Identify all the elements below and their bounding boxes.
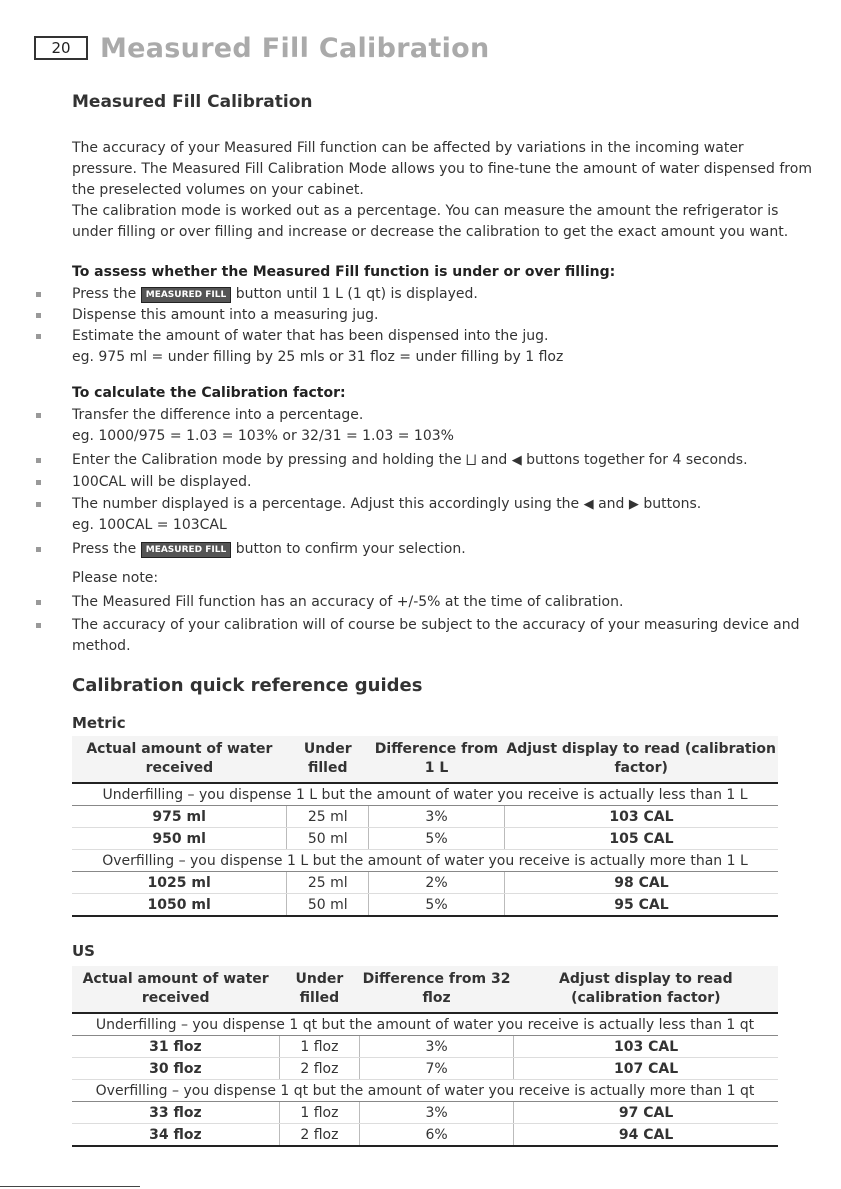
note-1: The Measured Fill function has an accuracy of +/-5% at the time of calibration. (72, 592, 812, 613)
col-header: Actual amount of water received (72, 966, 279, 1013)
calc-step-5 (72, 539, 812, 560)
table-cell: 7% (360, 1058, 514, 1080)
col-header: Difference from 1 L (369, 736, 505, 783)
table-cell: 97 CAL (514, 1102, 778, 1124)
calc-step-2-pre: Enter the Calibration mode by pressing and holding the (72, 452, 462, 468)
note-label: Please note: (72, 570, 159, 586)
table-row (72, 872, 778, 894)
calc-step-4-pre: The number displayed is a percentage. Adjust this accordingly using the (72, 496, 580, 512)
calc-heading: To calculate the Calibration factor: (72, 385, 346, 401)
table-cell: 950 ml (72, 828, 287, 850)
assess-step-1 (72, 284, 812, 305)
calc-example-1: eg. 1000/975 = 1.03 = 103% or 32/31 = 1.03 = 103% (72, 428, 454, 444)
table-row (72, 806, 778, 828)
table-cell: 3% (360, 1036, 514, 1058)
calc-step-2-mid: and (480, 452, 508, 468)
table-cell: 50 ml (287, 828, 369, 850)
right-arrow-icon: ▶ (628, 497, 639, 512)
table-cell: 6% (360, 1124, 514, 1147)
table-cell: 5% (369, 828, 505, 850)
table-row (72, 894, 778, 917)
table-cell: 25 ml (287, 872, 369, 894)
table-cell: 1 floz (279, 1036, 359, 1058)
assess-step-2: Dispense this amount into a measuring jug. (72, 305, 812, 326)
assess-step-1-post: button until 1 L (1 qt) is displayed. (235, 286, 478, 302)
table-cell: 95 CAL (504, 894, 778, 917)
table-cell: 5% (369, 894, 505, 917)
measured-fill-button-label: MEASURED FILL (141, 287, 232, 303)
table-cell: 975 ml (72, 806, 287, 828)
calc-step-5-post: button to confirm your selection. (235, 541, 466, 557)
us-label: US (72, 942, 95, 960)
col-header: Adjust display to read (calibration factor) (504, 736, 778, 783)
metric-label: Metric (72, 714, 126, 732)
assess-step-3: Estimate the amount of water that has been dispensed into the jug. (72, 326, 812, 347)
assess-example: eg. 975 ml = under filling by 25 mls or 31 floz = under filling by 1 floz (72, 349, 564, 365)
underfilling-note: Underfilling – you dispense 1 qt but the amount of water you receive is actually less than 1 qt (72, 1013, 778, 1036)
table-cell: 34 floz (72, 1124, 279, 1147)
overfilling-note: Overfilling – you dispense 1 L but the amount of water you receive is actually more than 1 L (72, 850, 778, 872)
col-header: Difference from 32 floz (360, 966, 514, 1013)
calc-step-5-pre: Press the (72, 541, 137, 557)
table-cell: 33 floz (72, 1102, 279, 1124)
table-cell: 1025 ml (72, 872, 287, 894)
calc-step-4-mid: and (598, 496, 625, 512)
calc-step-4 (72, 494, 812, 515)
intro-paragraph-2: The calibration mode is worked out as a percentage. You can measure the amount the refrigerator is under filling or over filling and increase or decrease the calibration to get the exact amount you want. (72, 203, 789, 240)
table-cell: 50 ml (287, 894, 369, 917)
assess-heading: To assess whether the Measured Fill function is under or over filling: (72, 264, 616, 280)
table-cell: 98 CAL (504, 872, 778, 894)
calc-step-3: 100CAL will be displayed. (72, 472, 812, 493)
calc-example-2: eg. 100CAL = 103CAL (72, 517, 227, 533)
overfilling-note: Overfilling – you dispense 1 qt but the amount of water you receive is actually more than 1 qt (72, 1080, 778, 1102)
col-header: Adjust display to read (calibration factor) (514, 966, 778, 1013)
left-arrow-icon: ◀ (583, 497, 594, 512)
table-cell: 3% (360, 1102, 514, 1124)
quick-ref-title: Calibration quick reference guides (72, 675, 423, 696)
table-cell: 103 CAL (504, 806, 778, 828)
page-header (34, 30, 490, 66)
header-title: Measured Fill Calibration (100, 32, 490, 64)
metric-table (72, 736, 778, 917)
table-cell: 31 floz (72, 1036, 279, 1058)
table-cell: 3% (369, 806, 505, 828)
us-table (72, 966, 778, 1147)
left-arrow-icon: ◀ (511, 453, 522, 468)
table-cell: 105 CAL (504, 828, 778, 850)
measured-fill-button-label: MEASURED FILL (141, 542, 232, 558)
table-cell: 103 CAL (514, 1036, 778, 1058)
table-cell: 30 floz (72, 1058, 279, 1080)
assess-step-1-pre: Press the (72, 286, 137, 302)
table-cell: 2 floz (279, 1058, 359, 1080)
table-row (72, 1058, 778, 1080)
water-dispense-icon: ⨆ (466, 453, 477, 468)
table-cell: 107 CAL (514, 1058, 778, 1080)
table-row (72, 828, 778, 850)
calc-step-4-post: buttons. (643, 496, 702, 512)
table-cell: 94 CAL (514, 1124, 778, 1147)
table-cell: 1 floz (279, 1102, 359, 1124)
intro-paragraph-1: The accuracy of your Measured Fill function can be affected by variations in the incoming water pressure. The Measured Fill Calibration Mode allows you to fine-tune the amount of water dispensed from the preselected volumes on your cabinet. (72, 140, 812, 198)
footer-rule (0, 1186, 140, 1187)
underfilling-note: Underfilling – you dispense 1 L but the amount of water you receive is actually less than 1 L (72, 783, 778, 806)
table-row (72, 1102, 778, 1124)
calc-step-1: Transfer the difference into a percentage. (72, 405, 812, 426)
table-row (72, 1036, 778, 1058)
note-2: The accuracy of your calibration will of course be subject to the accuracy of your measuring device and method. (72, 615, 812, 657)
table-cell: 2% (369, 872, 505, 894)
page-number: 20 (34, 36, 88, 60)
table-cell: 1050 ml (72, 894, 287, 917)
calc-step-2-post: buttons together for 4 seconds. (526, 452, 748, 468)
col-header: Actual amount of water received (72, 736, 287, 783)
table-cell: 2 floz (279, 1124, 359, 1147)
col-header: Under filled (279, 966, 359, 1013)
table-row (72, 1124, 778, 1147)
col-header: Under filled (287, 736, 369, 783)
section-title: Measured Fill Calibration (72, 92, 313, 112)
calc-step-2 (72, 450, 812, 471)
table-cell: 25 ml (287, 806, 369, 828)
